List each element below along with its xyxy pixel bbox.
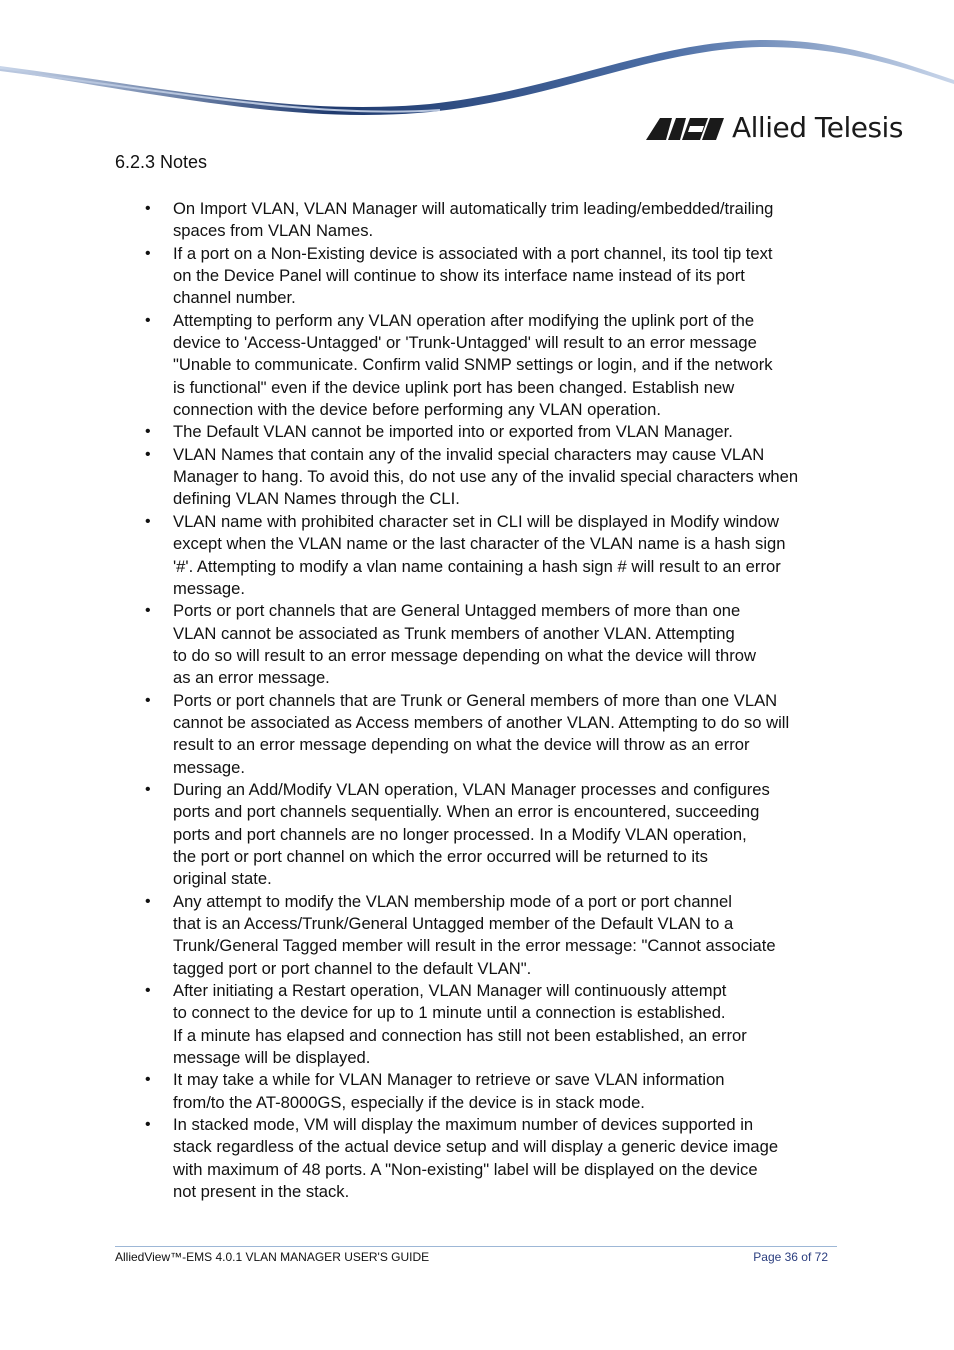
note-line: ports and port channels sequentially. When an error is encountered, succeeding bbox=[173, 802, 760, 822]
note-line: message. bbox=[173, 578, 245, 598]
note-item bbox=[120, 198, 840, 243]
note-line: message. bbox=[173, 757, 245, 777]
note-line: On Import VLAN, VLAN Manager will automatically trim leading/embedded/trailing bbox=[173, 199, 774, 218]
note-line: If a minute has elapsed and connection has still not been established, an error bbox=[173, 1025, 747, 1045]
bullet-icon: • bbox=[145, 982, 151, 1000]
note-line: as an error message. bbox=[173, 668, 330, 688]
note-line: is functional" even if the device uplink port has been changed. Establish new bbox=[173, 377, 735, 397]
notes-list bbox=[120, 198, 840, 1203]
note-line: stack regardless of the actual device setup and will display a generic device image bbox=[173, 1137, 779, 1157]
note-line: ports and port channels are no longer processed. In a Modify VLAN operation, bbox=[173, 824, 747, 844]
note-item bbox=[120, 421, 840, 443]
note-item bbox=[120, 891, 840, 980]
note-line: After initiating a Restart operation, VLAN Manager will continuously attempt bbox=[173, 981, 727, 1001]
note-line: connection with the device before performing any VLAN operation. bbox=[173, 400, 661, 420]
section-title: 6.2.3 Notes bbox=[115, 152, 208, 172]
note-line: original state. bbox=[173, 869, 272, 889]
note-line: "Unable to communicate. Confirm valid SNMP settings or login, and if the network bbox=[173, 355, 773, 375]
note-line: result to an error message depending on what the device will throw as an error bbox=[173, 735, 750, 755]
note-line: not present in the stack. bbox=[173, 1182, 350, 1202]
note-line: that is an Access/Trunk/General Untagged member of the Default VLAN to a bbox=[173, 914, 734, 933]
note-item bbox=[120, 444, 840, 511]
footer-document-title: AlliedView™-EMS 4.0.1 VLAN MANAGER USER'S GUIDE bbox=[115, 1250, 430, 1264]
note-item bbox=[120, 1114, 840, 1203]
note-line: Ports or port channels that are Trunk or General members of more than one VLAN bbox=[173, 690, 778, 710]
note-item bbox=[120, 511, 840, 600]
note-item bbox=[120, 690, 840, 779]
note-item bbox=[120, 600, 840, 689]
note-line: channel number. bbox=[173, 288, 296, 308]
note-line: It may take a while for VLAN Manager to retrieve or save VLAN information bbox=[173, 1070, 725, 1090]
note-line: the port or port channel on which the error occurred will be returned to its bbox=[173, 846, 708, 866]
allied-telesis-logo bbox=[646, 110, 903, 146]
bullet-icon: • bbox=[145, 200, 151, 217]
note-line: spaces from VLAN Names. bbox=[173, 221, 374, 241]
note-line: except when the VLAN name or the last character of the VLAN name is a hash sign bbox=[173, 534, 786, 554]
logo-text: Allied Telesis bbox=[732, 111, 903, 144]
note-line: tagged port or port channel to the default VLAN". bbox=[173, 958, 532, 978]
allied-telesis-mark-icon bbox=[646, 118, 724, 140]
note-item bbox=[120, 779, 840, 891]
bullet-icon: • bbox=[145, 892, 151, 910]
note-line: In stacked mode, VM will display the maximum number of devices supported in bbox=[173, 1115, 754, 1135]
bullet-icon: • bbox=[145, 423, 151, 441]
note-item bbox=[120, 310, 840, 422]
note-line: VLAN name with prohibited character set in CLI will be displayed in Modify window bbox=[173, 511, 779, 531]
note-line: Attempting to perform any VLAN operation after modifying the uplink port of the bbox=[173, 310, 755, 330]
note-item bbox=[120, 1069, 840, 1114]
bullet-icon: • bbox=[145, 780, 151, 798]
bullet-icon: • bbox=[145, 445, 151, 463]
note-line: Trunk/General Tagged member will result in the error message: "Cannot associate bbox=[173, 936, 776, 956]
footer-divider bbox=[115, 1246, 837, 1247]
note-line: from/to the AT-8000GS, especially if the device is in stack mode. bbox=[173, 1092, 645, 1112]
bullet-icon: • bbox=[145, 311, 151, 329]
note-line: Ports or port channels that are General Untagged members of more than one bbox=[173, 601, 741, 621]
note-line: The Default VLAN cannot be imported into or exported from VLAN Manager. bbox=[173, 422, 733, 442]
note-line: '#'. Attempting to modify a vlan name containing a hash sign # will result to an error bbox=[173, 556, 781, 576]
note-line: During an Add/Modify VLAN operation, VLAN Manager processes and configures bbox=[173, 779, 770, 799]
bullet-icon: • bbox=[145, 1116, 151, 1134]
footer-page-number: Page 36 of 72 bbox=[753, 1250, 828, 1264]
note-line: device to 'Access-Untagged' or 'Trunk-Untagged' will result to an error message bbox=[173, 333, 757, 353]
note-line: message will be displayed. bbox=[173, 1048, 371, 1068]
note-line: If a port on a Non-Existing device is associated with a port channel, its tool tip text bbox=[173, 243, 773, 263]
note-line: on the Device Panel will continue to show its interface name instead of its port bbox=[173, 266, 745, 286]
bullet-icon: • bbox=[145, 1071, 151, 1089]
note-line: cannot be associated as Access members of another VLAN. Attempting to do so will bbox=[173, 712, 790, 732]
note-line: defining VLAN Names through the CLI. bbox=[173, 489, 460, 509]
note-line: Manager to hang. To avoid this, do not use any of the invalid special characters when bbox=[173, 467, 799, 487]
bullet-icon: • bbox=[145, 691, 151, 709]
note-item bbox=[120, 243, 840, 310]
note-line: to do so will result to an error message depending on what the device will throw bbox=[173, 645, 756, 665]
note-line: VLAN cannot be associated as Trunk members of another VLAN. Attempting bbox=[173, 623, 735, 643]
note-line: VLAN Names that contain any of the invalid special characters may cause VLAN bbox=[173, 444, 765, 464]
bullet-icon: • bbox=[145, 602, 151, 620]
bullet-icon: • bbox=[145, 244, 151, 262]
bullet-icon: • bbox=[145, 512, 151, 530]
note-line: Any attempt to modify the VLAN membership mode of a port or port channel bbox=[173, 891, 732, 911]
note-line: with maximum of 48 ports. A "Non-existing" label will be displayed on the device bbox=[173, 1159, 758, 1179]
note-line: to connect to the device for up to 1 minute until a connection is established. bbox=[173, 1003, 726, 1023]
note-item bbox=[120, 980, 840, 1069]
